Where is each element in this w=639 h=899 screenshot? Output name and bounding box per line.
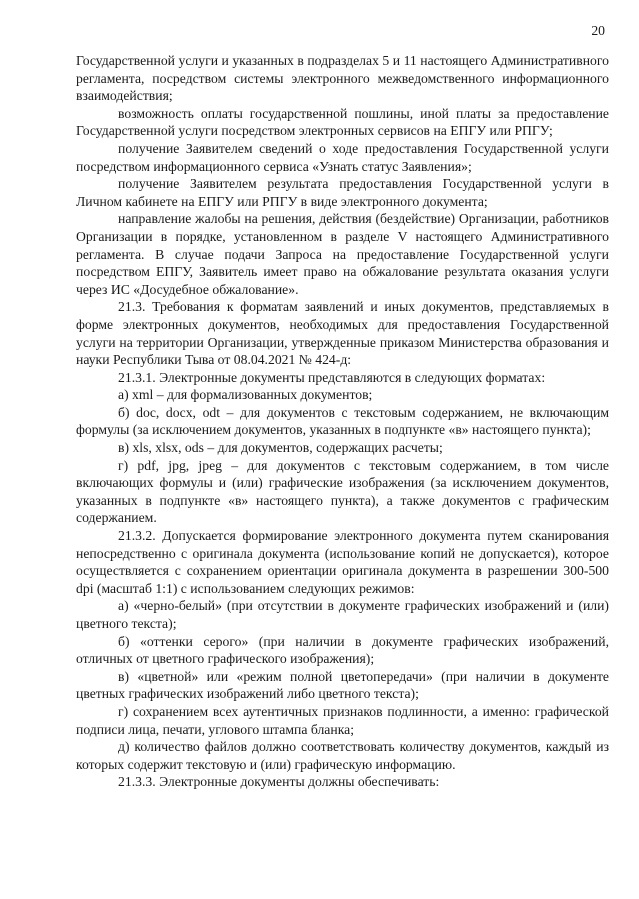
list-item-v-color: в) «цветной» или «режим полной цветопередачи» (при наличии в документе цветных графических изображений либо цветного текста); [76, 668, 609, 702]
paragraph-continuation: Государственной услуги и указанных в подразделах 5 и 11 настоящего Административного регламента, посредством системы электронного межведомственного информационного взаимодействия; [76, 53, 609, 104]
paragraph-complaint: направление жалобы на решения, действия (бездействие) Организации, работников Организации в порядке, установленном в разделе V настоящего Административного регламента. В случае подачи Запроса на предоставление Государственной услуги посредством ЕПГУ, Заявитель имеет право на обжалование результата оказания услуги через ИС «Досудебное обжалование». [76, 211, 609, 297]
list-item-b-gray: б) «оттенки серого» (при наличии в документе графических изображений, отличных от цветного графического изображения); [76, 633, 609, 667]
list-item-a-bw: а) «черно-белый» (при отсутствии в документе графических изображений и (или) цветного текста); [76, 598, 609, 631]
page-number: 20 [591, 23, 605, 38]
paragraph-21-3: 21.3. Требования к форматам заявлений и иных документов, представляемых в форме электронных документов, необходимых для предоставления Государственной услуги на территории Организации, утвержденные приказом Министерства образования и науки Республики Тыва от 08.04.2021 № 424-д: [76, 299, 609, 368]
list-item-v-xls: в) xls, xlsx, ods – для документов, содержащих расчеты; [118, 440, 443, 456]
paragraph-result-cabinet: получение Заявителем результата предоставления Государственной услуги в Личном кабинете на ЕПГУ или РПГУ в виде электронного документа; [76, 176, 609, 209]
list-item-g-authentic: г) сохранением всех аутентичных признаков подлинности, а именно: графической подписи лица, печати, углового штампа бланка; [76, 703, 609, 737]
list-item-g-pdf: г) pdf, jpg, jpeg – для документов с текстовым содержанием, в том числе включающих формулы и (или) графические изображения (за исключением документов, указанных в подпункте «в» настоящего пункта), а также документов с графическим содержанием. [76, 457, 609, 526]
list-item-a-xml: а) xml – для формализованных документов; [118, 387, 373, 403]
paragraph-21-3-1: 21.3.1. Электронные документы представляются в следующих форматах: [118, 369, 546, 385]
list-item-d-files: д) количество файлов должно соответствовать количеству документов, каждый из которых содержит текстовую и (или) графическую информацию. [76, 739, 609, 772]
list-item-b-doc: б) doc, docx, odt – для документов с текстовым содержанием, не включающим формулы (за исключением документов, указанных в подпункте «в» настоящего пункта); [76, 404, 609, 438]
paragraph-21-3-3: 21.3.3. Электронные документы должны обеспечивать: [118, 774, 440, 790]
paragraph-21-3-2: 21.3.2. Допускается формирование электронного документа путем сканирования непосредственно с оригинала документа (использование копий не допускается), которое осуществляется с сохранением ориентации оригинала документа в разрешении 300-500 dpi (масштаб 1:1) с использованием следующих режимов: [76, 528, 609, 596]
paragraph-status-info: получение Заявителем сведений о ходе предоставления Государственной услуги посредством информационного сервиса «Узнать статус Заявления»; [76, 140, 609, 174]
paragraph-payment: возможность оплаты государственной пошлины, иной платы за предоставление Государственной услуги посредством электронных сервисов на ЕПГУ или РПГУ; [76, 105, 609, 139]
